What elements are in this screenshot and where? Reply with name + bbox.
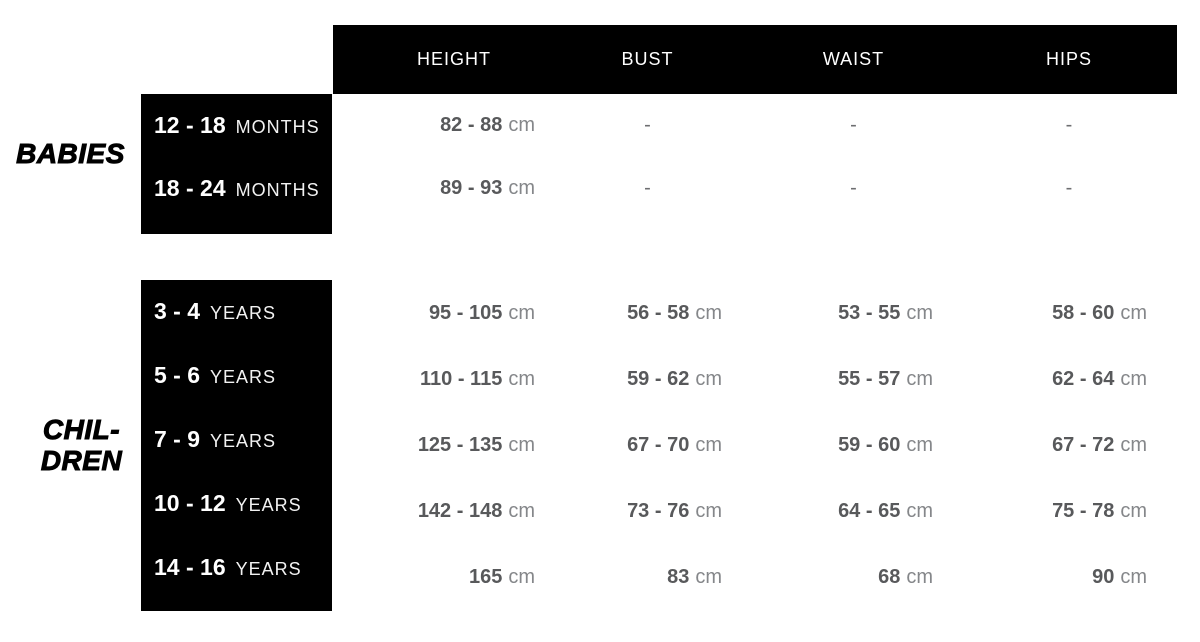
age-range: 18 - 24 xyxy=(154,175,226,201)
cell-height: 89 - 93 cm xyxy=(440,177,535,199)
age-row-label xyxy=(141,344,332,408)
section-label-line: BABIES xyxy=(16,137,125,169)
column-header-bar xyxy=(333,25,1177,94)
cell-hips: 58 - 60 cm xyxy=(1052,301,1147,324)
age-row-label xyxy=(141,408,332,472)
age-range: 7 - 9 xyxy=(154,425,201,452)
age-range: 3 - 4 xyxy=(154,298,201,325)
cell-waist: 59 - 60 cm xyxy=(838,433,933,456)
section-label-babies xyxy=(0,94,141,234)
cell-waist: 55 - 57 cm xyxy=(838,367,933,390)
age-row-label xyxy=(141,94,332,157)
cell-height: 142 - 148 cm xyxy=(417,500,535,523)
age-row-label xyxy=(141,471,332,535)
cell-hips: - xyxy=(1065,177,1073,199)
cell-height: 110 - 115 cm xyxy=(420,367,535,390)
cell-waist: 64 - 65 cm xyxy=(838,500,933,523)
age-unit: YEARS xyxy=(210,430,277,451)
age-row-label xyxy=(141,280,332,344)
cell-waist: 53 - 55 cm xyxy=(838,301,933,324)
cell-height: 82 - 88 cm xyxy=(440,114,535,136)
cell-bust: 67 - 70 cm xyxy=(627,433,722,456)
section-label-line: CHIL- xyxy=(42,414,121,446)
section-label-children xyxy=(0,280,141,611)
column-header-bust: BUST xyxy=(621,49,674,69)
cell-height: 95 - 105 cm xyxy=(428,301,535,324)
cell-hips: 75 - 78 cm xyxy=(1052,500,1147,523)
cell-waist: 68 cm xyxy=(878,566,933,589)
cell-hips: - xyxy=(1065,114,1073,136)
cell-bust: 56 - 58 cm xyxy=(627,301,722,324)
age-unit: YEARS xyxy=(235,558,302,579)
age-unit: YEARS xyxy=(235,494,302,515)
age-row-label xyxy=(141,157,332,220)
cell-bust: 59 - 62 cm xyxy=(627,367,722,390)
age-range: 12 - 18 xyxy=(154,112,226,138)
cell-bust: 83 cm xyxy=(667,566,722,589)
age-unit: YEARS xyxy=(210,367,277,388)
age-range: 5 - 6 xyxy=(154,362,201,389)
age-unit: MONTHS xyxy=(235,180,320,200)
cell-height: 125 - 135 cm xyxy=(417,433,535,456)
cell-waist: - xyxy=(850,114,857,136)
column-header-waist: WAIST xyxy=(822,49,885,69)
cell-bust: 73 - 76 cm xyxy=(627,500,722,523)
cell-hips: 90 cm xyxy=(1092,566,1147,589)
cell-hips: 67 - 72 cm xyxy=(1052,433,1147,456)
column-header-hips: HIPS xyxy=(1045,49,1092,69)
cell-hips: 62 - 64 cm xyxy=(1052,367,1147,390)
children-data-grid xyxy=(333,280,1177,611)
babies-age-box xyxy=(141,94,332,234)
cell-bust: - xyxy=(644,114,651,136)
cell-waist: - xyxy=(850,177,857,199)
section-label-line: DREN xyxy=(40,444,123,476)
babies-data-grid xyxy=(333,94,1177,234)
children-age-box xyxy=(141,280,332,611)
age-unit: YEARS xyxy=(210,303,277,324)
age-range: 14 - 16 xyxy=(154,553,226,580)
age-unit: MONTHS xyxy=(235,117,320,137)
cell-bust: - xyxy=(644,177,651,199)
age-row-label xyxy=(141,535,332,599)
column-header-height: HEIGHT xyxy=(416,49,491,69)
cell-height: 165 cm xyxy=(468,566,535,589)
age-range: 10 - 12 xyxy=(154,489,226,516)
